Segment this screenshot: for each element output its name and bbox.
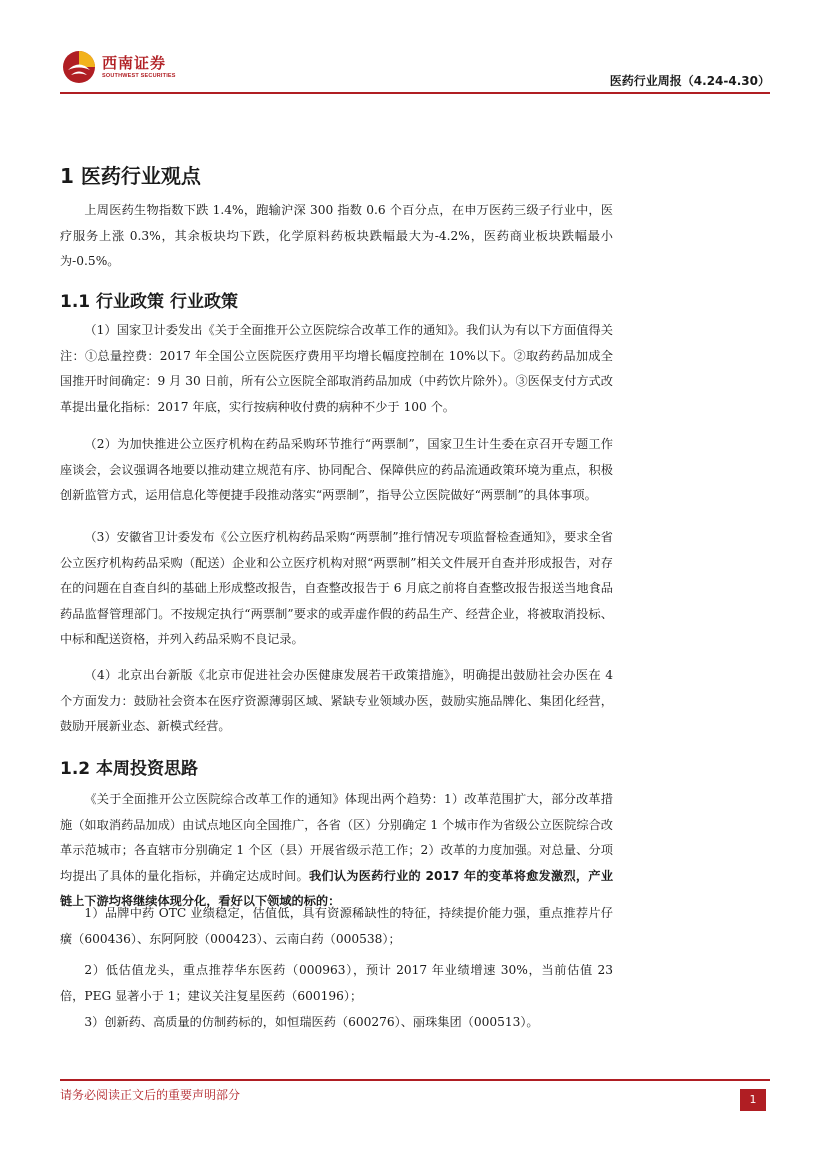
policy-paragraph-4: （4）北京出台新版《北京市促进社会办医健康发展若干政策措施》，明确提出鼓励社会办医在 4 个方面发力：鼓励社会资本在医疗资源薄弱区域、紧缺专业领域办医，鼓励实施品牌化、集团化经营，鼓励开展新业态、新模式经营。 <box>60 668 613 733</box>
investment-item-2: 2）低估值龙头，重点推荐华东医药（000963），预计 2017 年业绩增速 30%，当前估值 23 倍，PEG 显著小于 1；建议关注复星医药（600196）； <box>60 963 613 1003</box>
policy-paragraph-1: （1）国家卫计委发出《关于全面推开公立医院综合改革工作的通知》。我们认为有以下方面值得关注：①总量控费：2017 年全国公立医院医疗费用平均增长幅度控制在 10%以下。②取药药品加成全国推开时间确定：9 月 30 日前，所有公立医院全部取消药品加成（中药饮片除外）。③医保支付方式改革提出量化指标：2017 年底，实行按病种收付费的病种不少于 100 个。 <box>60 323 613 414</box>
investment-item-1: 1）品牌中药 OTC 业绩稳定，估值低，具有资源稀缺性的特征，持续提价能力强，重点推荐片仔癀（600436）、东阿阿胶（000423）、云南白药（000538）； <box>60 906 613 946</box>
policy-paragraph-2: （2）为加快推进公立医疗机构在药品采购环节推行“两票制”，国家卫生计生委在京召开专题工作座谈会，会议强调各地要以推动建立规范有序、协同配合、保障供应的药品流通政策环境为重点，积极创新监管方式，运用信息化等便捷手段推动落实“两票制”，指导公立医院做好“两票制”的具体事项。 <box>60 437 613 502</box>
footer-disclaimer: 请务必阅读正文后的重要声明部分 <box>60 1088 241 1102</box>
header-divider <box>60 92 770 94</box>
page-number: 1 <box>740 1089 766 1111</box>
investment-item-3: 3）创新药、高质量的仿制药标的，如恒瑞医药（600276）、丽珠集团（000513）。 <box>84 1015 539 1029</box>
investment-intro-emphasis: 我们认为医药行业的 2017 年的变革将愈发激烈，产业链上下游均将继续体现分化，看好以下领域的标的： <box>60 868 614 908</box>
report-title: 医药行业周报（4.24-4.30） <box>609 74 770 88</box>
logo-english-name: SOUTHWEST SECURITIES <box>102 73 176 79</box>
policy-paragraph-3: （3）安徽省卫计委发布《公立医疗机构药品采购“两票制”推行情况专项监督检查通知》，要求全省公立医疗机构药品采购（配送）企业和公立医疗机构对照“两票制”相关文件展开自查并形成报告，对存在的问题在自查自纠的基础上形成整改报告，自查整改报告于 6 月底之前将自查整改报告报送当地食品药品监督管理部门。不按规定执行“两票制”要求的或弄虚作假的药品生产、经营企业，将被取消投标、中标和配送资格，并列入药品采购不良记录。 <box>60 530 613 646</box>
footer-divider <box>60 1079 770 1081</box>
logo-chinese-name: 西南证券 <box>102 54 167 72</box>
investment-intro-text: 《关于全面推开公立医院综合改革工作的通知》体现出两个趋势：1）改革范围扩大，部分改革措施（如取消药品加成）由试点地区向全国推广，各省（区）分别确定 1 个城市作为省级公立医院综合改革示范城市；各直辖市分别确定 1 个区（县）开展省级示范工作；2）改革的力度加强。对总量、分项均提出了具体的量化指标，并确定达成时间。 <box>60 792 613 883</box>
page-header <box>60 48 770 94</box>
section-1-summary: 上周医药生物指数下跌 1.4%，跑输沪深 300 指数 0.6 个百分点，在申万医药三级子行业中，医疗服务上涨 0.3%，其余板块均下跌，化学原料药板块跌幅最大为-4.2%，医药商业板块跌幅最小为-0.5%。 <box>60 203 613 268</box>
section-1-1-heading: 1.1 行业政策 行业政策 <box>60 292 238 312</box>
section-1-2-heading: 1.2 本周投资思路 <box>60 759 199 779</box>
section-1-heading: 1 医药行业观点 <box>60 164 201 188</box>
company-logo <box>60 48 180 88</box>
logo-mark-icon <box>62 50 96 84</box>
investment-intro <box>60 787 613 915</box>
